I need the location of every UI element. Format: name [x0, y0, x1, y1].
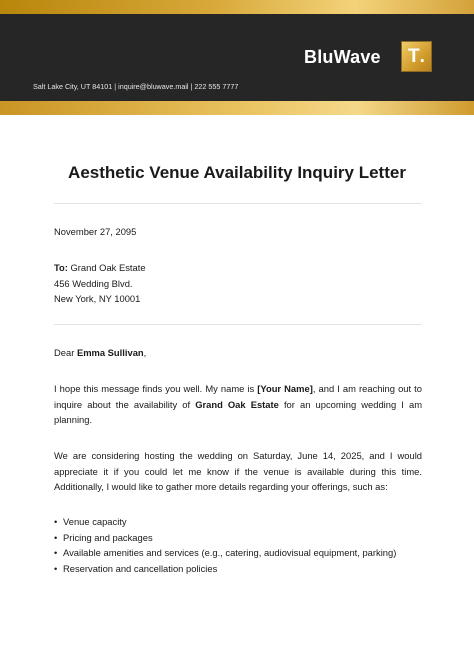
venue-name: Grand Oak Estate	[195, 398, 279, 410]
brand-name: BluWave	[304, 47, 381, 67]
p1-text-3: for an upcoming wedding I am planning.	[54, 398, 422, 425]
contact-info: Salt Lake City, UT 84101 | inquire@bluwave.mail | 222 555 7777	[33, 82, 239, 91]
header-gold-band-top	[0, 0, 474, 14]
letter-date: November 27, 2095	[54, 226, 137, 237]
p1-text-1: I hope this message finds you well. My name is	[54, 383, 258, 394]
salutation-name: Emma Sullivan	[76, 347, 144, 358]
recipient-name: Grand Oak Estate	[70, 262, 146, 273]
to-label: To:	[54, 262, 68, 273]
recipient-address	[54, 260, 422, 307]
list-item: • Pricing and packages	[54, 530, 422, 546]
address-line-2: New York, NY 10001	[54, 293, 141, 304]
paragraph-intro	[54, 381, 422, 428]
logo-dot: .	[419, 46, 425, 67]
salutation-prefix: Dear	[54, 347, 77, 358]
salutation	[54, 345, 422, 361]
brand-logo-icon	[401, 41, 432, 72]
letter-title: Aesthetic Venue Availability Inquiry Letter	[68, 163, 406, 182]
divider	[54, 203, 422, 204]
header-gold-band-bottom	[0, 101, 474, 115]
logo-letter: T	[408, 46, 420, 67]
paragraph-request: We are considering hosting the wedding on Saturday, June 14, 2025, and I would appreciate it if you could let me know if the venue is available during this time. Additionally, I would like to gather more details regarding your offerings, such as:	[54, 450, 422, 492]
address-line-1: 456 Wedding Blvd.	[54, 277, 133, 289]
salutation-suffix: ,	[143, 347, 147, 358]
p1-text-2: , and I am reaching out to inquire about the availability of	[54, 383, 423, 410]
recipient-line	[54, 260, 422, 276]
list-item: • Available amenities and services (e.g., catering, audiovisual equipment, parking)	[54, 545, 422, 561]
divider	[54, 324, 422, 325]
placeholder-your-name: [Your Name]	[257, 383, 313, 394]
list-item: • Venue capacity	[54, 514, 422, 530]
offerings-list	[54, 514, 422, 576]
list-item: • Reservation and cancellation policies	[54, 561, 422, 577]
